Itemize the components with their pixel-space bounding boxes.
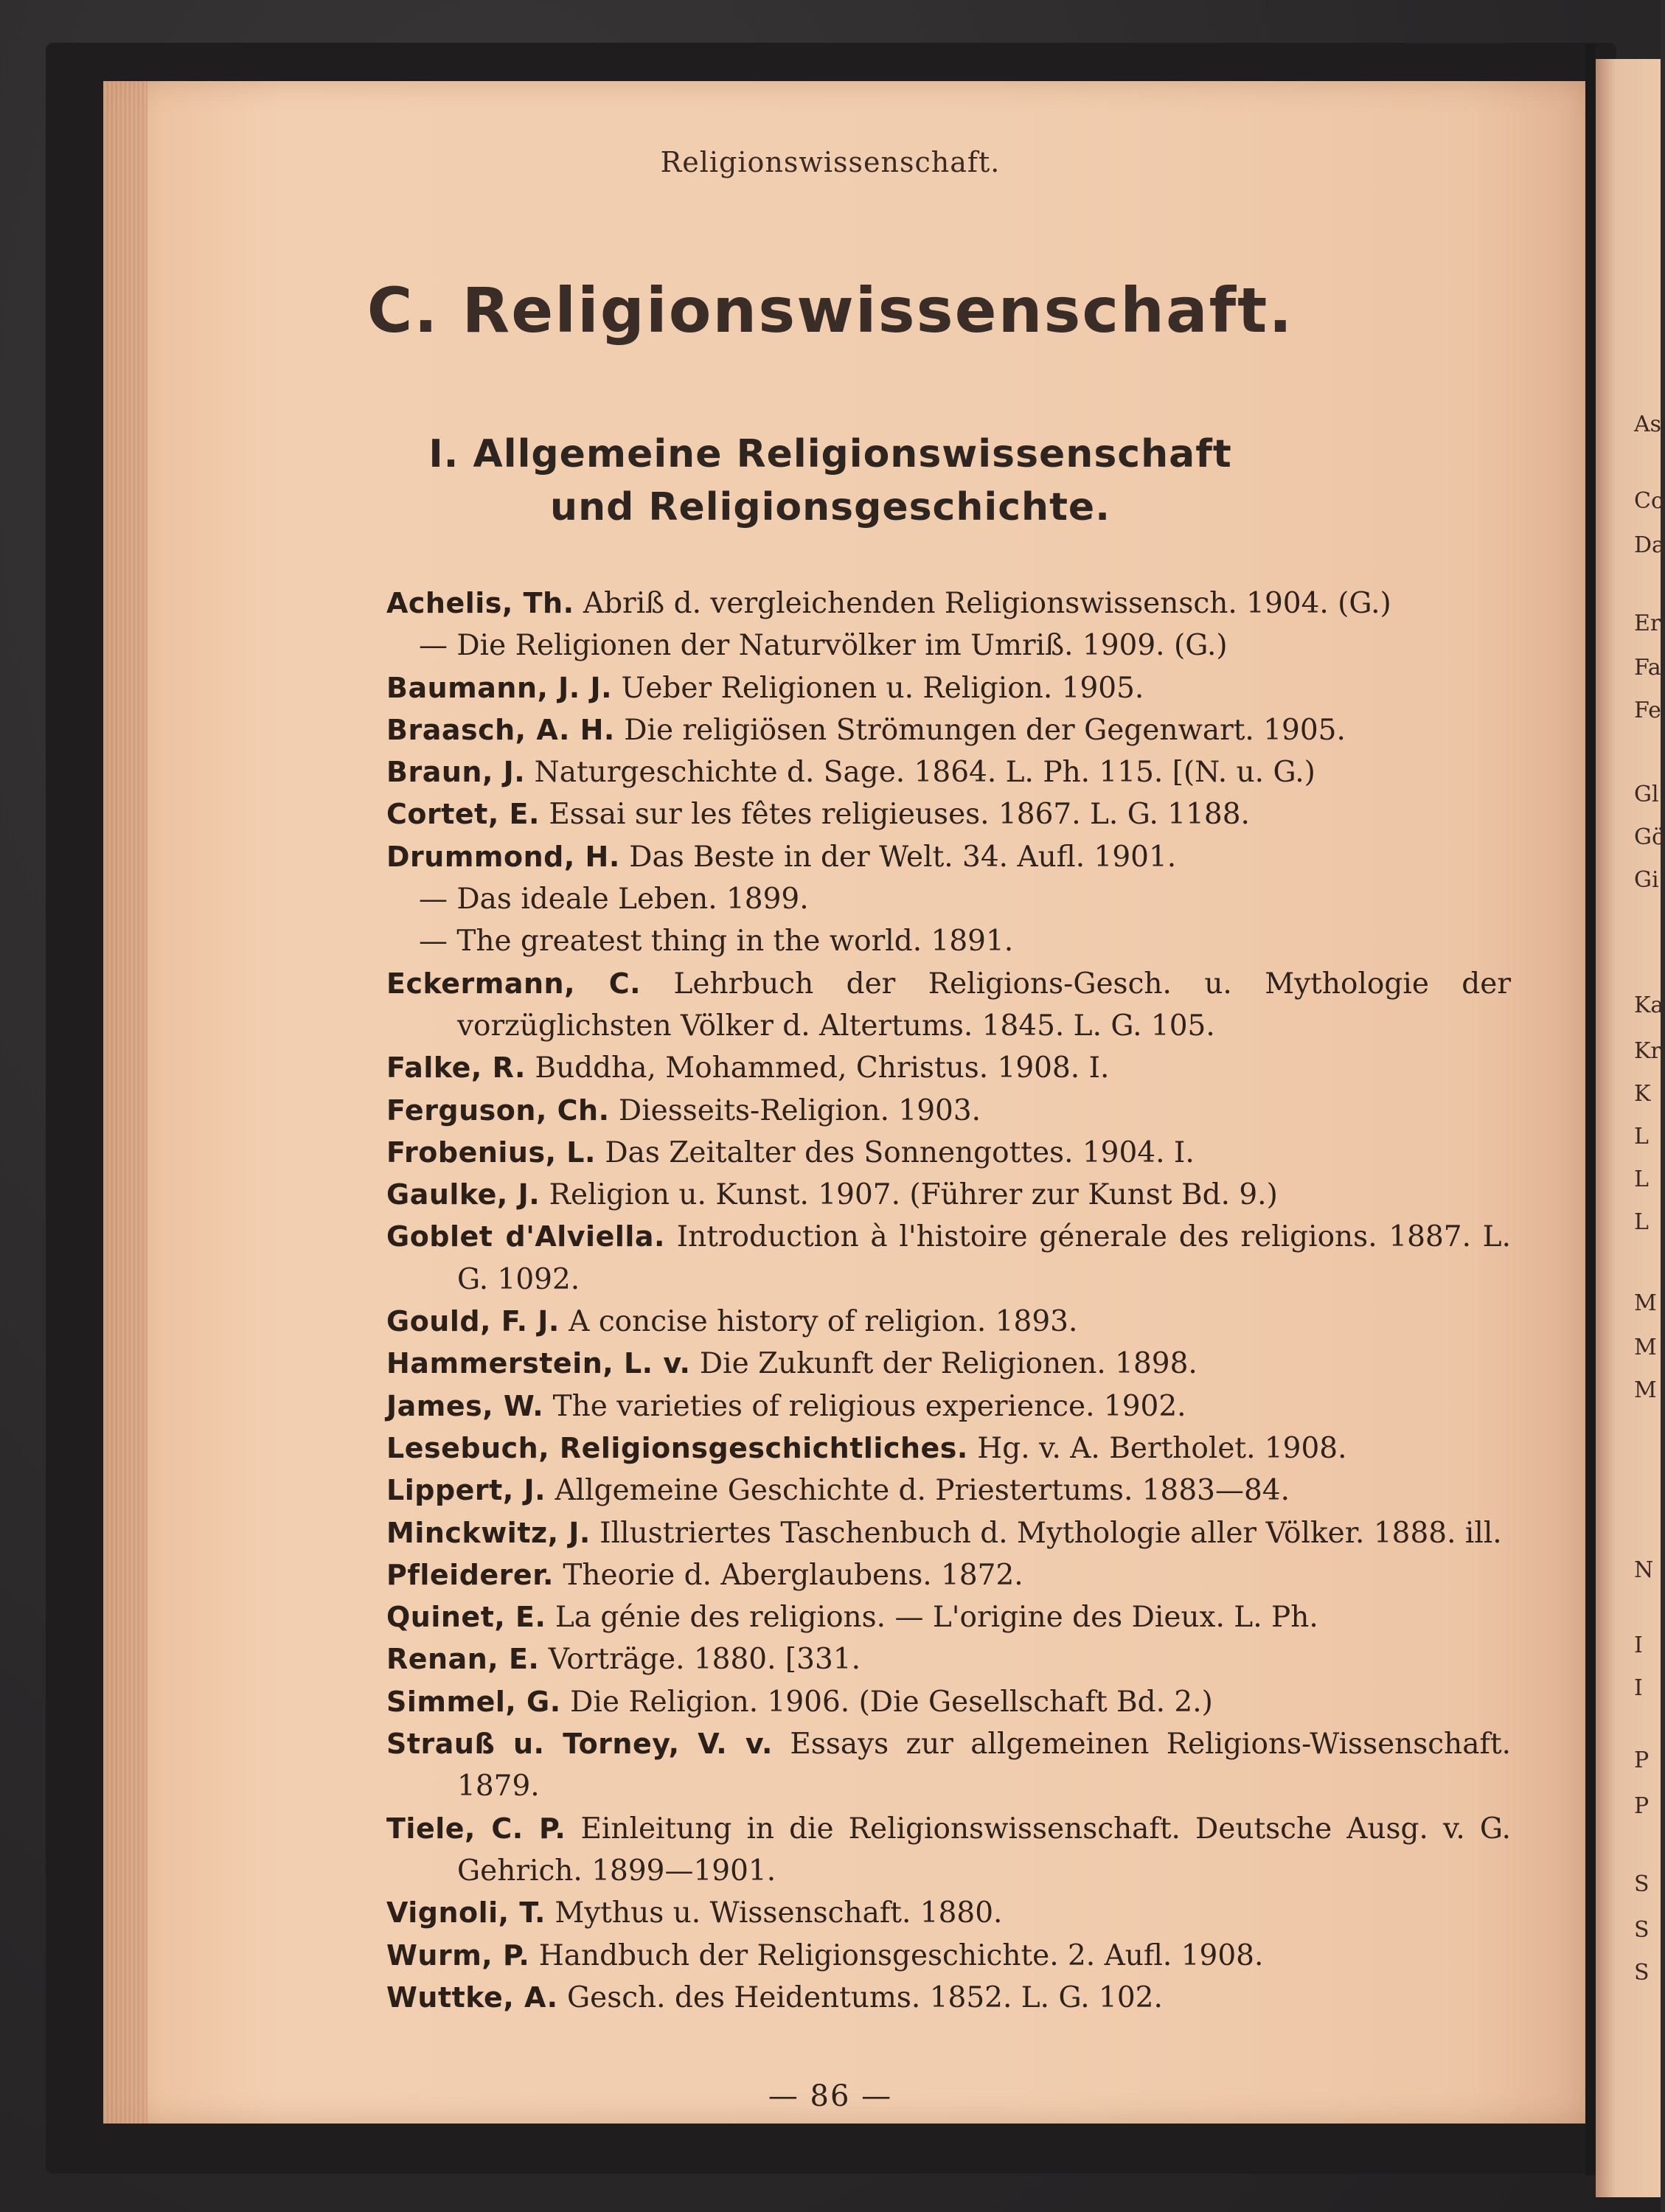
entry-author: Goblet d'Alviella. xyxy=(386,1220,665,1253)
adjacent-fragment: Da xyxy=(1634,532,1665,558)
entry-text: The varieties of religious experience. 1902. xyxy=(552,1389,1186,1423)
entry-text: Die Zukunft der Religionen. 1898. xyxy=(699,1347,1198,1381)
entry-text: Gesch. des Heidentums. 1852. L. G. 102. xyxy=(566,1980,1163,2014)
bibliography-entry xyxy=(386,963,1511,1048)
bibliography-entry xyxy=(386,1512,1511,1554)
page-edge-stack xyxy=(103,81,147,2124)
adjacent-fragment: K xyxy=(1634,1081,1651,1107)
bibliography-entry xyxy=(386,1385,1511,1427)
bibliography-entry xyxy=(386,1132,1511,1174)
bibliography-entry xyxy=(386,1470,1511,1512)
entry-author: Renan, E. xyxy=(386,1643,540,1676)
entry-author: Tiele, C. P. xyxy=(386,1812,566,1845)
bibliography-entry xyxy=(386,1090,1511,1132)
bibliography-entry xyxy=(386,625,1511,667)
entry-text: Abriß d. vergleichenden Religionswissensch. 1904. (G.) xyxy=(583,587,1391,620)
bibliography-entry xyxy=(386,1808,1511,1893)
entry-text: — Das ideale Leben. 1899. xyxy=(419,883,809,917)
entry-text: Essai sur les fêtes religieuses. 1867. L. G. 1188. xyxy=(549,798,1250,832)
bibliography-entry xyxy=(386,1935,1511,1977)
entry-author: Quinet, E. xyxy=(386,1601,546,1634)
entry-text: Theorie d. Aberglaubens. 1872. xyxy=(563,1558,1023,1592)
entry-text: Religion u. Kunst. 1907. (Führer zur Kunst Bd. 9.) xyxy=(549,1178,1278,1212)
entry-text: Introduction à l'histoire génerale des religions. 1887. L. G. 1092. xyxy=(457,1220,1511,1296)
section-title: C. Religionswissenschaft. xyxy=(366,274,1294,347)
entry-author: Cortet, E. xyxy=(386,798,540,831)
entry-text: Das Beste in der Welt. 34. Aufl. 1901. xyxy=(629,840,1177,874)
adjacent-fragment: Gl xyxy=(1634,782,1659,807)
bibliography-entry xyxy=(386,1596,1511,1638)
adjacent-fragment: Gö xyxy=(1634,824,1665,850)
entry-text: Diesseits-Religion. 1903. xyxy=(618,1093,981,1127)
adjacent-fragment: M xyxy=(1634,1335,1657,1360)
bibliography-entry xyxy=(386,1216,1511,1301)
entry-author: Gould, F. J. xyxy=(386,1305,560,1338)
bibliography-entry xyxy=(386,1681,1511,1723)
entry-author: Simmel, G. xyxy=(386,1685,561,1718)
adjacent-fragment: Gi xyxy=(1634,867,1659,893)
bibliography-entry xyxy=(386,1977,1511,2019)
adjacent-fragment: P xyxy=(1634,1747,1650,1773)
adjacent-fragment: S xyxy=(1634,1871,1650,1897)
entry-author: Braasch, A. H. xyxy=(386,713,615,746)
entry-text: Die religiösen Strömungen der Gegenwart. 1905. xyxy=(624,713,1346,747)
bibliography-entry xyxy=(386,667,1511,709)
adjacent-fragment: S xyxy=(1634,1960,1650,1986)
subsection-title-line1: I. Allgemeine Religionswissenschaft xyxy=(428,432,1232,476)
entry-text: Allgemeine Geschichte d. Priestertums. 1883—84. xyxy=(555,1474,1290,1508)
entry-author: Lesebuch, Religionsgeschichtliches. xyxy=(386,1431,968,1464)
bibliography-entry xyxy=(386,878,1511,920)
bibliography-entry xyxy=(386,920,1511,962)
entry-text: La génie des religions. — L'origine des Dieux. L. Ph. xyxy=(555,1601,1318,1635)
entry-author: Strauß u. Torney, V. v. xyxy=(386,1728,773,1761)
entry-author: James, W. xyxy=(386,1389,544,1422)
entry-author: Frobenius, L. xyxy=(386,1135,596,1169)
entry-text: Buddha, Mohammed, Christus. 1908. I. xyxy=(535,1051,1110,1085)
adjacent-fragment: L xyxy=(1634,1124,1649,1150)
entry-author: Eckermann, C. xyxy=(386,967,642,1000)
bibliography-entry xyxy=(386,836,1511,878)
bibliography-entry xyxy=(386,582,1511,625)
entry-author: Wuttke, A. xyxy=(386,1980,558,2014)
bibliography-entry xyxy=(386,1047,1511,1089)
adjacent-fragment: I xyxy=(1634,1675,1643,1701)
adjacent-fragment: S xyxy=(1634,1917,1650,1943)
running-head: Religionswissenschaft. xyxy=(660,146,1001,178)
bibliography-entry xyxy=(386,1723,1511,1808)
bibliography-entry xyxy=(386,709,1511,751)
bibliography-entry xyxy=(386,1638,1511,1680)
bibliography-list xyxy=(386,582,1511,2019)
entry-author: Ferguson, Ch. xyxy=(386,1093,610,1127)
adjacent-fragment: I xyxy=(1634,1632,1643,1658)
entry-author: Lippert, J. xyxy=(386,1474,546,1507)
entry-text: A concise history of religion. 1893. xyxy=(569,1305,1078,1339)
entry-text: — Die Religionen der Naturvölker im Umriß. 1909. (G.) xyxy=(419,629,1228,663)
entry-author: Wurm, P. xyxy=(386,1938,530,1972)
bibliography-entry xyxy=(386,751,1511,793)
entry-text: Mythus u. Wissenschaft. 1880. xyxy=(555,1896,1003,1930)
entry-text: Vorträge. 1880. [331. xyxy=(548,1643,861,1677)
entry-author: Falke, R. xyxy=(386,1051,526,1085)
bibliography-entry xyxy=(386,1427,1511,1470)
adjacent-fragment: M xyxy=(1634,1377,1657,1403)
adjacent-fragment: M xyxy=(1634,1290,1657,1316)
adjacent-fragment: Kr xyxy=(1634,1038,1661,1064)
adjacent-fragment: Ka xyxy=(1634,992,1664,1018)
entry-text: Das Zeitalter des Sonnengottes. 1904. I. xyxy=(605,1135,1195,1169)
adjacent-fragment: N xyxy=(1634,1557,1654,1583)
entry-text: Hg. v. A. Bertholet. 1908. xyxy=(977,1431,1347,1465)
entry-text: — The greatest thing in the world. 1891. xyxy=(419,925,1014,959)
adjacent-fragment: Fe xyxy=(1634,698,1661,723)
entry-author: Gaulke, J. xyxy=(386,1178,540,1211)
adjacent-fragment: P xyxy=(1634,1793,1650,1819)
entry-author: Baumann, J. J. xyxy=(386,671,613,704)
subsection-title-line2: und Religionsgeschichte. xyxy=(550,485,1110,529)
adjacent-fragment: Co xyxy=(1634,488,1665,514)
bibliography-entry xyxy=(386,793,1511,835)
adjacent-fragment: Er xyxy=(1634,611,1661,636)
adjacent-fragment: L xyxy=(1634,1166,1649,1192)
bibliography-entry xyxy=(386,1343,1511,1385)
entry-author: Vignoli, T. xyxy=(386,1896,546,1930)
entry-author: Minckwitz, J. xyxy=(386,1516,591,1549)
entry-author: Pfleiderer. xyxy=(386,1558,554,1591)
entry-author: Achelis, Th. xyxy=(386,587,574,619)
entry-text: Naturgeschichte d. Sage. 1864. L. Ph. 115. [(N. u. G.) xyxy=(534,756,1315,790)
entry-text: Einleitung in die Religionswissenschaft. Deutsche Ausg. v. G. Gehrich. 1899—1901. xyxy=(457,1812,1511,1888)
entry-author: Drummond, H. xyxy=(386,840,620,873)
entry-text: Die Religion. 1906. (Die Gesellschaft Bd. 2.) xyxy=(570,1685,1213,1719)
adjacent-fragment: As xyxy=(1634,411,1662,437)
entry-text: Lehrbuch der Religions-Gesch. u. Mythologie der vorzüglichsten Völker d. Altertums. 1845. L. G. 105. xyxy=(457,967,1511,1043)
entry-author: Hammerstein, L. v. xyxy=(386,1347,691,1380)
adjacent-fragment: L xyxy=(1634,1209,1649,1235)
entry-text: Essays zur allgemeinen Religions-Wissenschaft. 1879. xyxy=(457,1728,1512,1804)
book-gutter xyxy=(1585,44,1596,2175)
bibliography-entry xyxy=(386,1892,1511,1934)
entry-text: Illustriertes Taschenbuch d. Mythologie aller Völker. 1888. ill. xyxy=(599,1516,1502,1550)
entry-text: Handbuch der Religionsgeschichte. 2. Aufl. 1908. xyxy=(538,1938,1264,1972)
entry-author: Braun, J. xyxy=(386,756,526,789)
entry-text: Ueber Religionen u. Religion. 1905. xyxy=(621,671,1144,705)
bibliography-entry xyxy=(386,1174,1511,1216)
bibliography-entry xyxy=(386,1554,1511,1596)
page-number: — 86 — xyxy=(768,2079,893,2113)
adjacent-fragment: Fa xyxy=(1634,655,1661,681)
bibliography-entry xyxy=(386,1301,1511,1343)
adjacent-page xyxy=(1596,59,1665,2197)
